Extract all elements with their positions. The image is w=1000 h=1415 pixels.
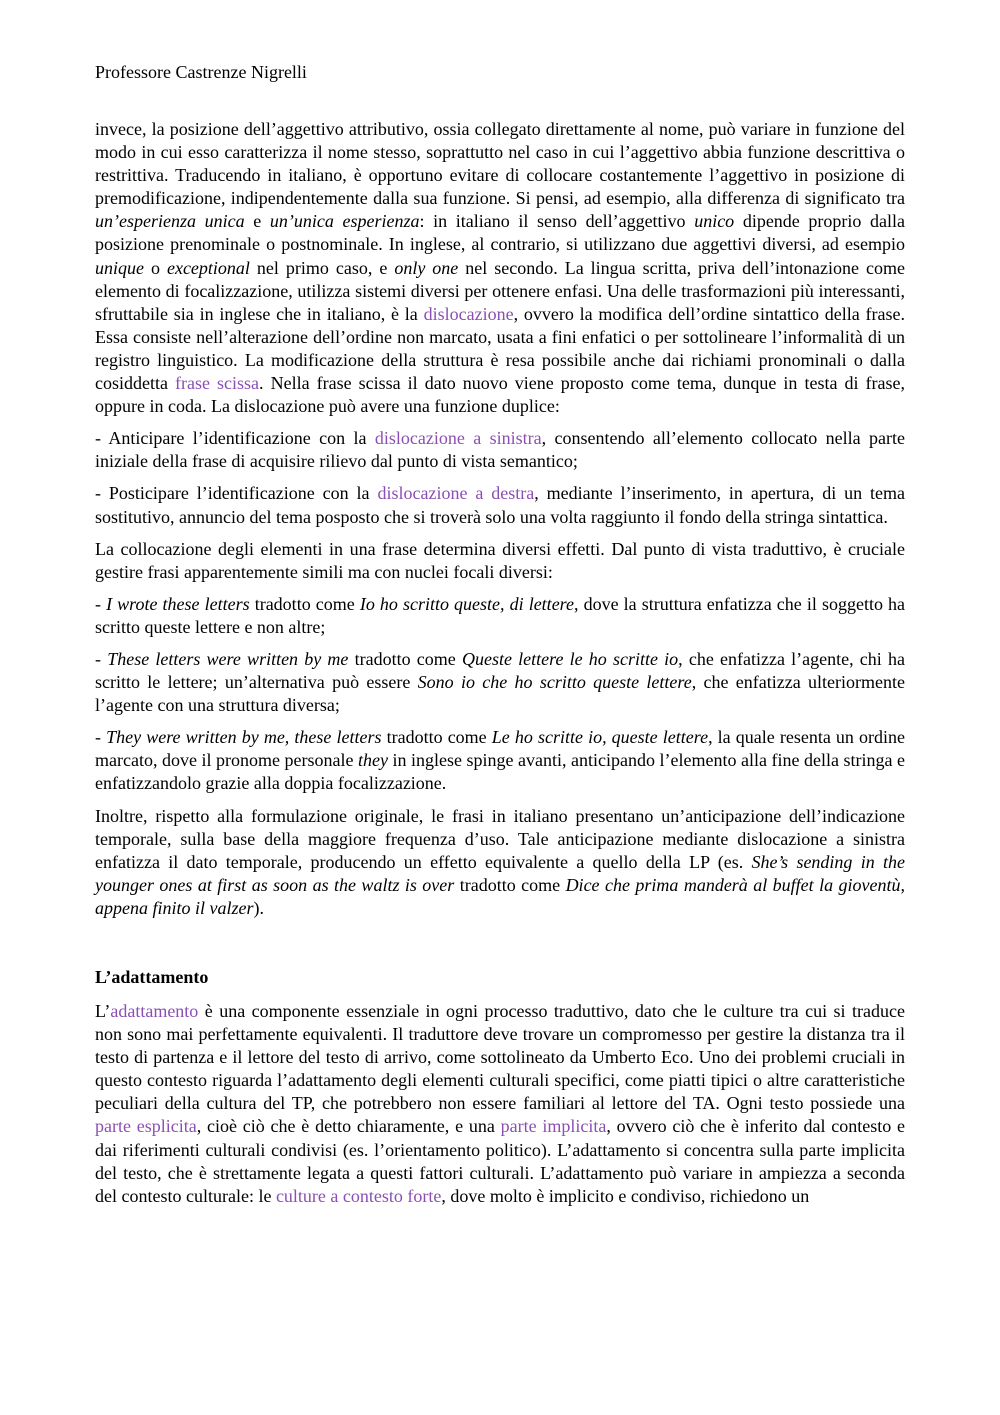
text-run: L’	[95, 1001, 111, 1021]
text-run: o	[144, 257, 167, 278]
example-item	[95, 726, 905, 795]
text-run: Inoltre, rispetto alla formulazione originale, le frasi in italiano presentano un’anticipazione dell’indicazione temporale, sulla base della maggiore frequenza d’uso. Tale anticipazione mediante dislocazione a sinistra enfatizza il dato temporale, producendo un effetto equivalente a quello della LP (es.	[95, 805, 905, 872]
italic-text: Dice che prima manderà al buffet la gioventù, appena finito il valzer	[95, 874, 905, 918]
text-run: , la quale resenta un ordine marcato, dove il pronome personale	[95, 727, 906, 771]
text-run: . Nella frase scissa il dato nuovo viene proposto come tema, dunque in testa di frase, oppure in coda. La dislocazione può avere una funzione duplice:	[95, 373, 906, 417]
text-run: tradotto come	[381, 727, 492, 748]
text-run: - Anticipare l’identificazione con la	[95, 428, 375, 449]
section-heading: L’adattamento	[95, 967, 209, 987]
italic-text: un’esperienza unica	[95, 211, 245, 232]
italic-text: She’s sending in the younger ones at first as soon as the waltz is over	[95, 851, 905, 895]
text-run: invece, la posizione dell’aggettivo attributivo, ossia collegato direttamente al nome, può variare in funzione del modo in cui esso caratterizza il nome stesso, soprattutto nel caso in cui l’aggettivo abbia funzione descrittiva o restrittiva. Traducendo in italiano, è opportuno evitare di collocare costantemente l’aggettivo in posizione di premodificazione, indipendentemente dalla sua funzione. Si pensi, ad esempio, alla differenza di significato tra	[95, 119, 905, 209]
italic-text: unico	[694, 211, 735, 232]
text-run: : in italiano il senso dell’aggettivo	[419, 211, 695, 232]
page-header: Professore Castrenze Nigrelli	[95, 62, 307, 82]
italic-text: These letters were written by me	[107, 648, 349, 669]
text-run: tradotto come	[348, 648, 462, 669]
document-body	[95, 118, 905, 1217]
highlighted-term: parte esplicita	[95, 1116, 197, 1137]
example-item	[95, 593, 905, 639]
highlighted-term: adattamento	[110, 1001, 199, 1021]
highlighted-term: parte implicita	[500, 1116, 607, 1137]
text-run: , cioè ciò che è detto chiaramente, e una	[196, 1116, 501, 1137]
italic-text: they	[358, 750, 388, 771]
text-run: ).	[253, 897, 264, 918]
text-run: , dove la struttura enfatizza che il soggetto ha scritto queste lettere e non altre;	[95, 593, 906, 637]
text-run: in inglese spinge avanti, anticipando l’elemento alla fine della stringa e enfatizzandolo grazie alla doppia focalizzazione.	[95, 750, 905, 794]
italic-text: I wrote these letters	[106, 593, 250, 614]
italic-text: Queste lettere le ho scritte io	[461, 648, 679, 669]
text-run: , mediante l’inserimento, in apertura, di un tema sostitutivo, annuncio del tema posposto che si troverà solo una volta raggiunto il fondo della stringa sintattica.	[95, 483, 906, 527]
text-run: , che enfatizza l’agente, chi ha scritto le lettere; un’alternativa può essere	[95, 648, 905, 693]
text-run: , che enfatizza ulteriormente l’agente con una struttura diversa;	[95, 672, 905, 716]
list-item-dislocation-right	[95, 482, 905, 528]
italic-text: They were written by me, these letters	[106, 727, 382, 748]
text-run: nel secondo. La lingua scritta, priva dell’intonazione come elemento di focalizzazione, utilizza sistemi diversi per ottenere enfasi. Una delle trasformazioni più interessanti, sfruttabile sia in inglese che in italiano, è la	[95, 257, 905, 324]
text-run: nel primo caso, e	[249, 257, 395, 278]
text-run: La collocazione degli elementi in una frase determina diversi effetti. Dal punto di vista traduttivo, è cruciale gestire frasi apparentemente simili ma con nuclei focali diversi:	[95, 538, 905, 582]
highlighted-term: frase scissa	[175, 373, 260, 394]
italic-text: un’unica esperienza	[269, 211, 420, 232]
text-run: -	[95, 648, 108, 669]
paragraph	[95, 805, 905, 920]
text-run: - Posticipare l’identificazione con la	[95, 483, 378, 504]
italic-text: unique	[95, 257, 144, 278]
highlighted-term: dislocazione	[423, 303, 514, 324]
highlighted-term: dislocazione a destra	[377, 483, 535, 504]
text-run: , dove molto è implicito e condiviso, richiedono un	[441, 1185, 810, 1206]
text-run: e	[244, 211, 270, 232]
text-run: , consentendo all’elemento collocato nella parte iniziale della frase di acquisire rilievo dal punto di vista semantico;	[95, 428, 905, 472]
list-item-dislocation-left	[95, 427, 905, 473]
text-run: , ovvero ciò che è inferito dal contesto e dai riferimenti culturali condivisi (es. l’orientamento politico). L’adattamento si concentra sulla parte implicita del testo, che è strettamente legata a questi fattori culturali. L’adattamento può variare in ampiezza a seconda del contesto culturale: le	[95, 1116, 905, 1206]
highlighted-term: dislocazione a sinistra	[374, 428, 542, 449]
italic-text: Io ho scritto queste, di lettere	[359, 593, 575, 614]
italic-text: only one	[394, 257, 459, 278]
text-run: tradotto come	[249, 593, 360, 614]
text-run: tradotto come	[454, 874, 566, 895]
italic-text: Le ho scritte io, queste lettere	[491, 727, 709, 748]
text-run: è una componente essenziale in ogni processo traduttivo, dato che le culture tra cui si traduce non sono mai perfettamente equivalenti. Il traduttore deve trovare un compromesso per gestire la distanza tra il testo di partenza e il lettore del testo di arrivo, come sottolineato da Umberto Eco. Uno dei problemi cruciali in questo contesto riguarda l’adattamento degli elementi culturali specifici, come piatti tipici o altre caratteristiche peculiari della cultura del TP, che potrebbero non essere familiari al lettore del TA. Ogni testo possiede una	[95, 1001, 905, 1114]
text-run: , ovvero la modifica dell’ordine sintattico della frase. Essa consiste nell’alterazione dell’ordine non marcato, usata a fini enfatici o per sottolineare l’informalità di un registro linguistico. La modificazione della struttura è resa possibile anche dai richiami pronominali o dalla cosiddetta	[95, 303, 906, 394]
paragraph	[95, 1000, 905, 1208]
text-run: -	[95, 593, 107, 614]
italic-text: Sono io che ho scritto queste lettere	[417, 672, 692, 693]
paragraph	[95, 538, 905, 584]
paragraph	[95, 118, 905, 418]
example-item	[95, 648, 905, 717]
text-run: -	[95, 727, 107, 748]
italic-text: exceptional	[166, 257, 250, 278]
highlighted-term: culture a contesto forte	[275, 1185, 442, 1206]
text-run: dipende proprio dalla posizione prenominale o postnominale. In inglese, al contrario, si utilizzano due aggettivi diversi, ad esempio	[95, 211, 906, 255]
